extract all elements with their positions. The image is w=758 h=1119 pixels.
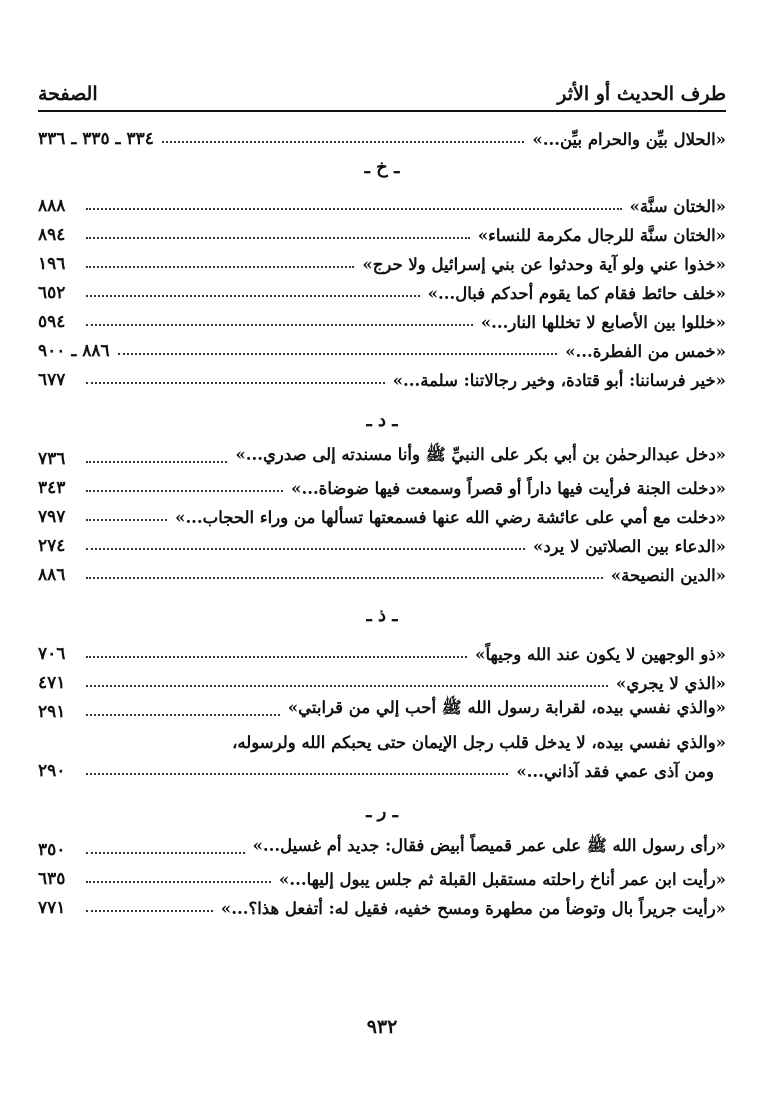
page-header [38, 72, 726, 112]
leader-dots [86, 237, 470, 239]
entry-page: ٦٧٧ [38, 370, 66, 390]
index-entry-first-line [38, 722, 726, 752]
page [38, 0, 726, 1119]
spacer [38, 781, 726, 793]
index-entry-continuation [38, 752, 726, 781]
header-title: طرف الحديث أو الأثر [557, 83, 726, 105]
entry-text: «رأى رسول الله ﷺ على عمر قميصاً أبيض فقال: جديد أم غسيل...» [252, 836, 726, 855]
entry-page: ٧٩٧ [38, 507, 66, 527]
entry-text: «الذي لا يجري» [616, 674, 726, 693]
index-entries [38, 120, 726, 918]
entry-text: «دخل عبدالرحمٰن بن أبي بكر على النبيِّ ﷺ وأنا مسندته إلى صدري...» [235, 445, 726, 464]
index-entry [38, 831, 726, 860]
entry-text: «والذي نفسي بيده، لقرابة رسول الله ﷺ أحب إلي من قرابتي» [287, 698, 726, 717]
index-entry [38, 120, 726, 149]
entry-page: ٨٨٨ [38, 196, 66, 216]
section-heading-dal: ـ د ـ [366, 410, 398, 431]
section-heading-kha: ـ خ ـ [364, 157, 400, 178]
entry-text: «رأيت ابن عمر أناخ راحلته مستقبل القبلة ثم جلس يبول إليها...» [279, 870, 726, 889]
leader-dots [86, 852, 245, 854]
entry-page: ١٩٦ [38, 254, 66, 274]
leader-dots [86, 382, 385, 384]
leader-dots [86, 548, 525, 550]
index-entry [38, 245, 726, 274]
section-heading-dhal: ـ ذ ـ [366, 605, 398, 626]
entry-page: ٨٨٦ ـ ٩٠٠ [38, 341, 110, 361]
index-entry [38, 440, 726, 469]
entry-page: ٢٩١ [38, 702, 66, 722]
entry-text: «الختان سنَّة للرجال مكرمة للنساء» [477, 226, 726, 245]
leader-dots [86, 295, 420, 297]
index-entry [38, 527, 726, 556]
entry-page: ٢٩٠ [38, 761, 66, 781]
entry-page: ٣٥٠ [38, 840, 66, 860]
entry-page: ٨٩٤ [38, 225, 66, 245]
index-entry [38, 556, 726, 585]
leader-dots [86, 490, 283, 492]
entry-page: ٢٧٤ [38, 536, 66, 556]
entry-page: ٧٣٦ [38, 449, 66, 469]
section-heading-ra: ـ ر ـ [366, 801, 398, 822]
entry-page: ٤٧١ [38, 673, 66, 693]
entry-page: ٧٠٦ [38, 644, 66, 664]
entry-page: ٣٤٣ [38, 478, 66, 498]
entry-page: ٥٩٤ [38, 312, 66, 332]
entry-page: ٨٨٦ [38, 565, 66, 585]
leader-dots [86, 519, 167, 521]
page-number: ٩٣٢ [366, 1016, 398, 1038]
leader-dots [86, 685, 608, 687]
spacer [38, 390, 726, 402]
leader-dots [86, 324, 473, 326]
index-entry [38, 332, 726, 361]
header-page-label: الصفحة [38, 83, 98, 105]
leader-dots [86, 773, 508, 775]
entry-page: ٧٧١ [38, 898, 66, 918]
leader-dots [86, 461, 227, 463]
leader-dots [86, 266, 354, 268]
index-entry [38, 187, 726, 216]
leader-dots [118, 353, 558, 355]
index-entry [38, 216, 726, 245]
index-entry [38, 693, 726, 722]
entry-text: «الحلال بيِّن والحرام بيِّن...» [532, 130, 726, 149]
entry-text: «ذو الوجهين لا يكون عند الله وجيهاً» [475, 645, 726, 664]
entry-text: «خير فرساننا: أبو قتادة، وخير رجالاتنا: سلمة...» [392, 371, 726, 390]
entry-page: ٦٣٥ [38, 869, 66, 889]
entry-text: «رأيت جريراً بال وتوضأ من مطهرة ومسح خفيه، فقيل له: أتفعل هذا؟...» [220, 899, 726, 918]
index-entry [38, 889, 726, 918]
entry-page: ٣٣٤ ـ ٣٣٥ ـ ٣٣٦ [38, 129, 154, 149]
index-entry [38, 498, 726, 527]
leader-dots [86, 577, 603, 579]
leader-dots [86, 910, 213, 912]
entry-text: «خذوا عني ولو آية وحدثوا عن بني إسرائيل ولا حرج» [362, 255, 726, 274]
entry-text: «الختان سنَّة» [629, 197, 726, 216]
entry-page: ٦٥٢ [38, 283, 66, 303]
entry-text: «دخلت مع أمي على عائشة رضي الله عنها فسمعتها تسألها من وراء الحجاب...» [175, 508, 726, 527]
entry-text: «دخلت الجنة فرأيت فيها داراً أو قصراً وسمعت فيها ضوضاة...» [291, 479, 726, 498]
spacer [38, 585, 726, 597]
entry-text: «الدين النصيحة» [610, 566, 726, 585]
entry-text: «الدعاء بين الصلاتين لا يرد» [533, 537, 726, 556]
index-entry [38, 469, 726, 498]
index-entry [38, 274, 726, 303]
index-entry [38, 635, 726, 664]
entry-text: «خلف حائط فقام كما يقوم أحدكم فبال...» [427, 284, 726, 303]
leader-dots [86, 208, 622, 210]
entry-text: «خللوا بين الأصابع لا تخللها النار...» [480, 313, 726, 332]
entry-text: «والذي نفسي بيده، لا يدخل قلب رجل الإيمان حتى يحبكم الله ولرسوله، [232, 733, 726, 752]
entry-text-continued: ومن آذى عمي فقد آذاني...» [516, 762, 714, 781]
leader-dots [86, 881, 271, 883]
index-entry [38, 664, 726, 693]
index-entry [38, 361, 726, 390]
index-entry [38, 303, 726, 332]
leader-dots [86, 656, 467, 658]
leader-dots [162, 141, 525, 143]
index-entry [38, 860, 726, 889]
leader-dots [86, 714, 280, 716]
entry-text: «خمس من الفطرة...» [565, 342, 726, 361]
